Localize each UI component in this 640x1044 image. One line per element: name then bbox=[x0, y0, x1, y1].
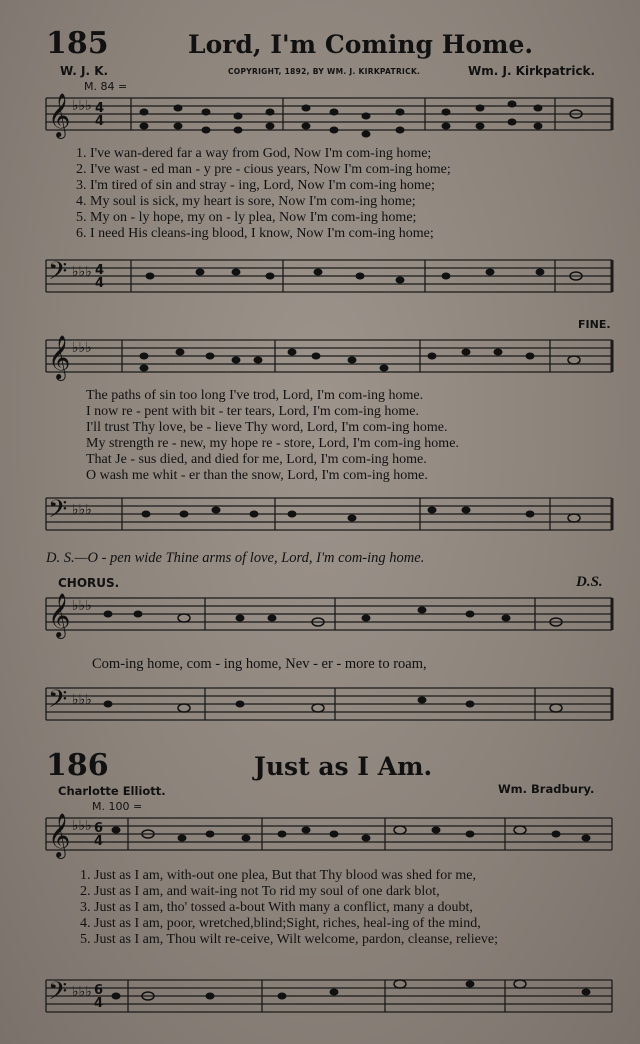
verse-line: 2. Just as I am, and wait-ing not To rid my soul of one dark blot, bbox=[80, 884, 440, 899]
hymn-title-186: Just as I Am. bbox=[254, 752, 433, 781]
composer-186: Wm. Bradbury. bbox=[498, 782, 595, 796]
verse-line: 4. Just as I am, poor, wretched,blind;Sight, riches, heal-ing of the mind, bbox=[80, 916, 481, 931]
svg-text:♭♭♭: ♭♭♭ bbox=[72, 818, 92, 834]
refrain-line: The paths of sin too long I've trod, Lord, I'm com-ing home. bbox=[86, 388, 424, 403]
verse-line: 1. I've wan-dered far a way from God, Now I'm com-ing home; bbox=[76, 146, 432, 161]
author-186: Charlotte Elliott. bbox=[58, 784, 166, 798]
verse-block-185 bbox=[76, 146, 451, 242]
chorus-line: Com-ing home, com - ing home, Nev - er - more to roam, bbox=[92, 656, 427, 672]
svg-text:♭♭♭: ♭♭♭ bbox=[72, 502, 92, 518]
copyright-185: COPYRIGHT, 1892, BY WM. J. KIRKPATRICK. bbox=[228, 67, 421, 76]
ds-mark: D.S. bbox=[576, 574, 603, 590]
verse-line: 3. I'm tired of sin and stray - ing, Lord, Now I'm com-ing home; bbox=[76, 178, 435, 193]
svg-text:♭♭♭: ♭♭♭ bbox=[72, 984, 92, 1000]
refrain-block-185 bbox=[86, 388, 459, 484]
refrain-line: I now re - pent with bit - ter tears, Lord, I'm com-ing home. bbox=[86, 404, 419, 419]
tempo-186: M. 100 = bbox=[92, 800, 143, 813]
fine-mark: FINE. bbox=[578, 318, 611, 331]
refrain-line: I'll trust Thy love, be - lieve Thy word, Lord, I'm com-ing home. bbox=[86, 420, 448, 435]
verse-line: 3. Just as I am, tho' tossed a-bout With many a conflict, many a doubt, bbox=[80, 900, 473, 915]
tempo-185: M. 84 = bbox=[84, 80, 128, 93]
svg-text:4: 4 bbox=[95, 114, 105, 129]
verse-line: 4. My soul is sick, my heart is sore, Now I'm com-ing home; bbox=[76, 194, 416, 209]
svg-text:𝄞: 𝄞 bbox=[48, 335, 71, 379]
verse-line: 1. Just as I am, with-out one plea, But that Thy blood was shed for me, bbox=[80, 868, 476, 883]
svg-text:♭♭♭: ♭♭♭ bbox=[72, 98, 92, 114]
svg-text:𝄢: 𝄢 bbox=[48, 685, 68, 720]
svg-text:♭♭♭: ♭♭♭ bbox=[72, 340, 92, 356]
svg-text:4: 4 bbox=[94, 996, 104, 1011]
svg-text:6: 6 bbox=[94, 983, 104, 998]
verse-block-186 bbox=[80, 868, 498, 948]
svg-text:♭♭♭: ♭♭♭ bbox=[72, 598, 92, 614]
svg-text:𝄞: 𝄞 bbox=[48, 813, 71, 857]
verse-line: 2. I've wast - ed man - y pre - cious years, Now I'm com-ing home; bbox=[76, 162, 451, 177]
verse-line: 6. I need His cleans-ing blood, I know, Now I'm com-ing home; bbox=[76, 226, 434, 241]
refrain-line: That Je - sus died, and died for me, Lord, I'm com-ing home. bbox=[86, 452, 427, 467]
chorus-label: CHORUS. bbox=[58, 576, 120, 590]
svg-text:𝄢: 𝄢 bbox=[48, 495, 68, 530]
svg-text:𝄢: 𝄢 bbox=[48, 257, 68, 292]
hymn-title-185: Lord, I'm Coming Home. bbox=[188, 30, 534, 59]
verse-line: 5. Just as I am, Thou wilt re-ceive, Wilt welcome, pardon, cleanse, relieve; bbox=[80, 932, 499, 947]
svg-text:6: 6 bbox=[94, 821, 104, 836]
author-185: W. J. K. bbox=[60, 64, 109, 78]
svg-text:𝄞: 𝄞 bbox=[48, 93, 71, 137]
svg-text:𝄢: 𝄢 bbox=[48, 977, 68, 1012]
verse-line: 5. My on - ly hope, my on - ly plea, Now I'm com-ing home; bbox=[76, 210, 417, 225]
svg-text:4: 4 bbox=[95, 263, 105, 278]
svg-text:𝄞: 𝄞 bbox=[48, 593, 71, 637]
composer-185: Wm. J. Kirkpatrick. bbox=[468, 64, 596, 78]
hymn-number-186: 186 bbox=[46, 748, 109, 783]
refrain-line: My strength re - new, my hope re - store, Lord, I'm com-ing home. bbox=[86, 436, 459, 451]
svg-text:♭♭♭: ♭♭♭ bbox=[72, 692, 92, 708]
refrain-line: O wash me whit - er than the snow, Lord, I'm com-ing home. bbox=[86, 468, 428, 483]
svg-text:♭♭♭: ♭♭♭ bbox=[72, 264, 92, 280]
svg-text:4: 4 bbox=[95, 101, 105, 116]
svg-text:4: 4 bbox=[95, 276, 105, 291]
ds-line: D. S.—O - pen wide Thine arms of love, Lord, I'm com-ing home. bbox=[46, 550, 425, 566]
hymn-number-185: 185 bbox=[46, 26, 109, 61]
svg-text:4: 4 bbox=[94, 834, 104, 849]
